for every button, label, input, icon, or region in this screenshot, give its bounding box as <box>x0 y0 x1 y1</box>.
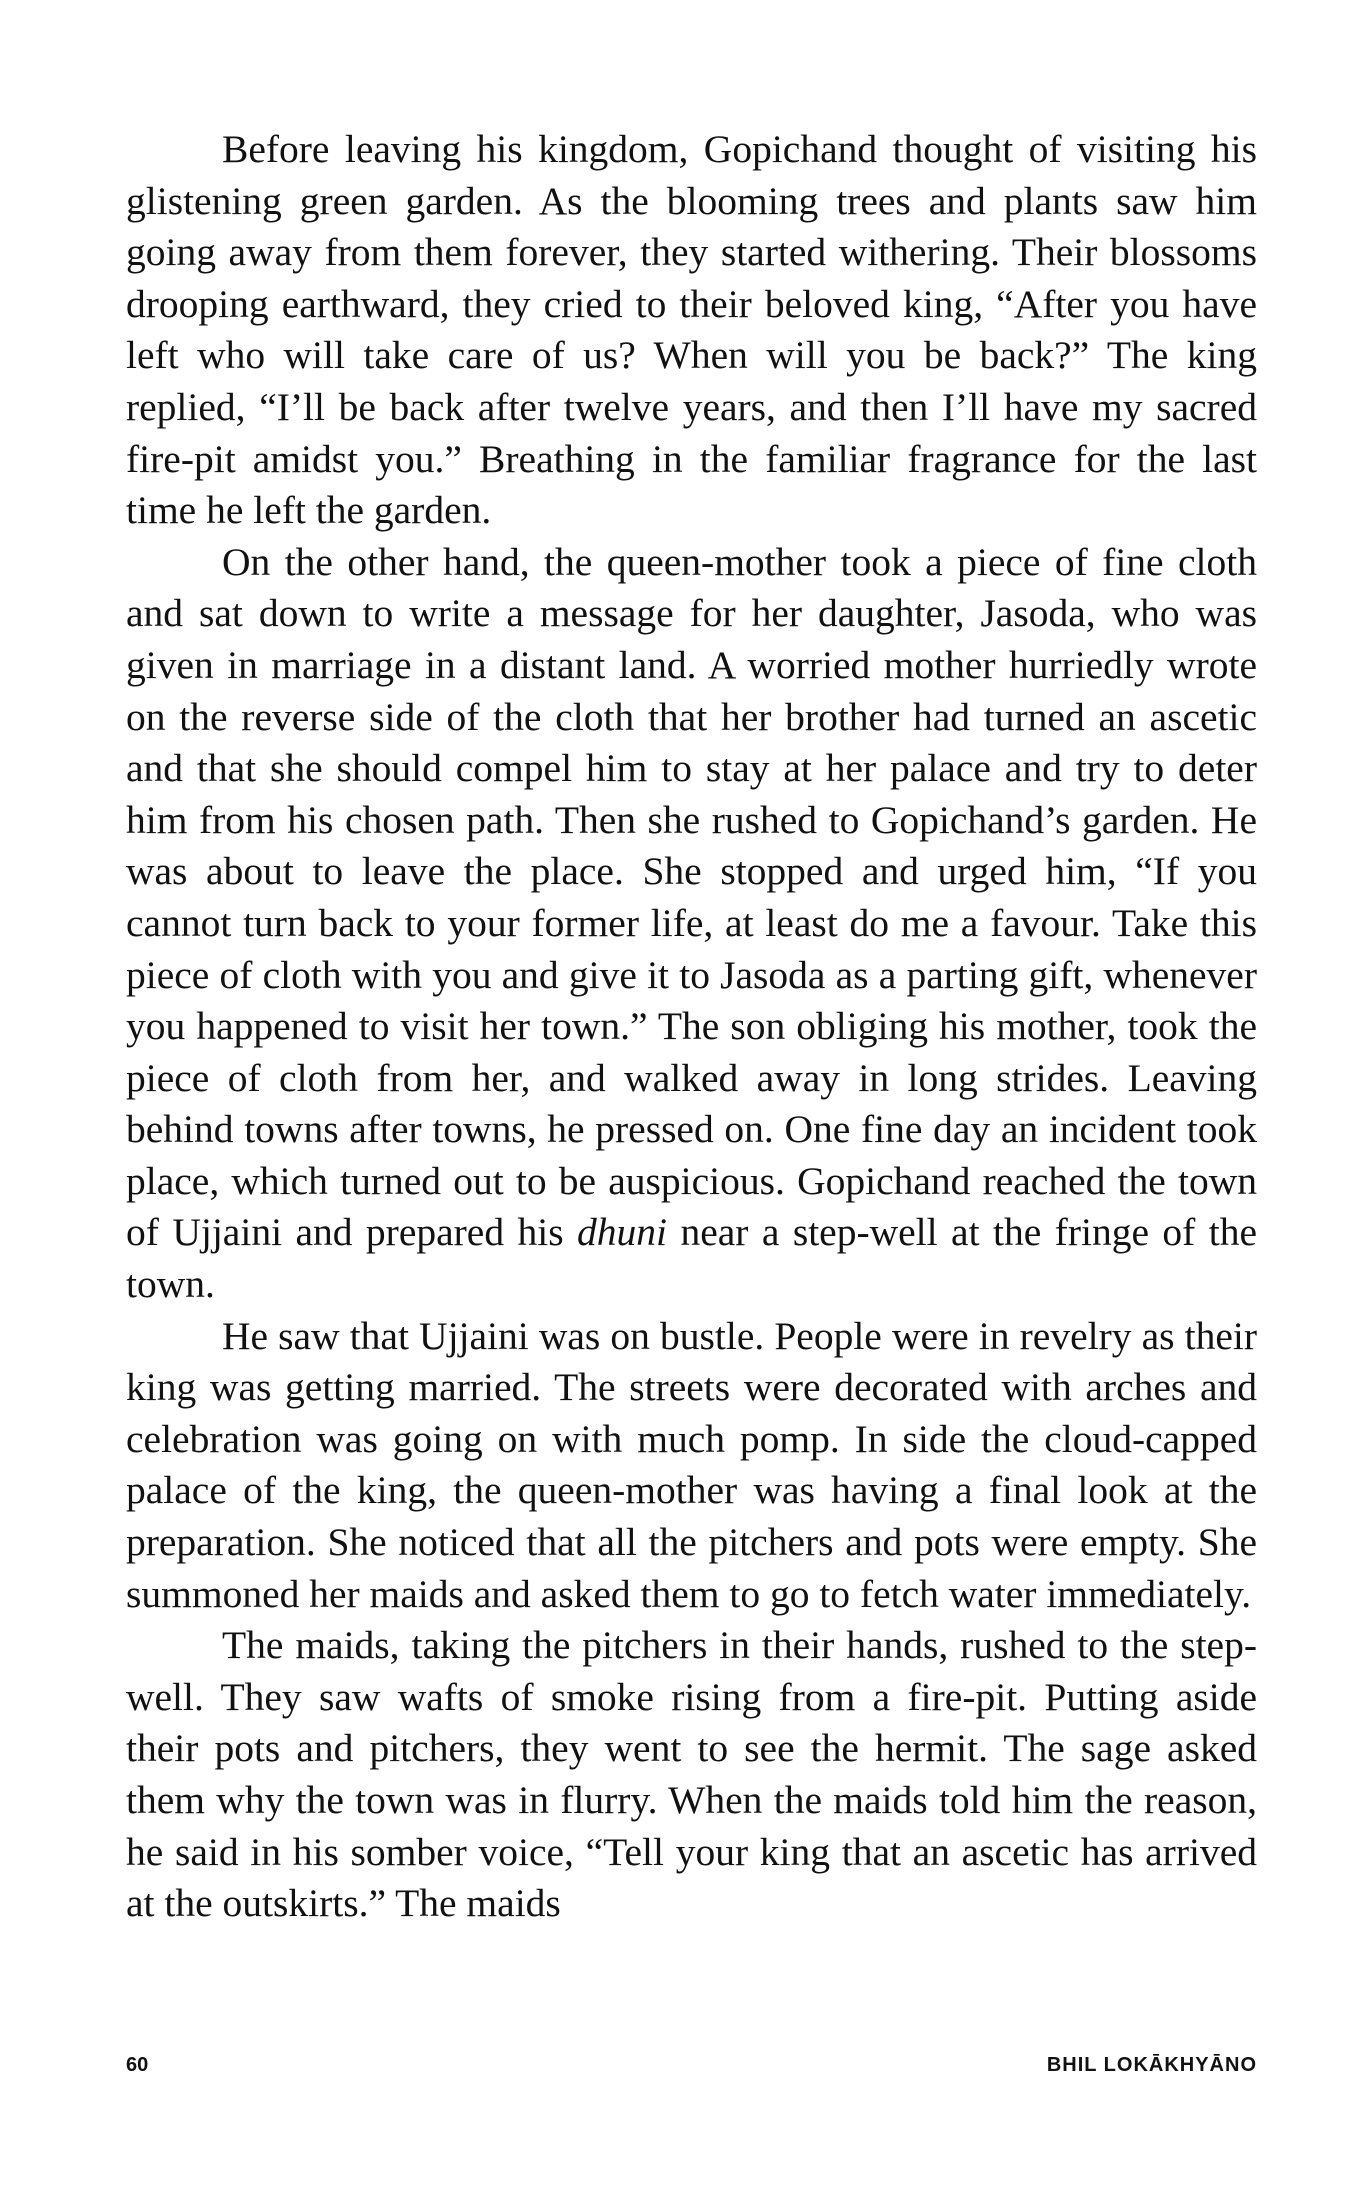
paragraph-1-text: Before leaving his kingdom, Gopichand thought of visiting his glistening green garden. As the blooming trees and plants saw him going away from them forever, they started withering. Their blossoms drooping earthward, they cried to their beloved king, “After you have left who will take care of us? When will you be back?” The king replied, “I’ll be back after twelve years, and then I’ll have my sacred fire-pit amidst you.” Breathing in the familiar fragrance for the last time he left the garden. <box>126 127 1257 533</box>
paragraph-2-text: On the other hand, the queen-mother took a piece of fine cloth and sat down to write a message for her daughter, Jasoda, who was given in marriage in a distant land. A worried mother hurriedly wrote on the reverse side of the cloth that her brother had turned an ascetic and that she should compel him to stay at her palace and try to deter him from his chosen path. Then she rushed to Gopichand’s garden. He was about to leave the place. She stopped and urged him, “If you cannot turn back to your former life, at least do me a favour. Take this piece of cloth with you and give it to Jasoda as a parting gift, whenever you happened to visit her town.” The son obliging his mother, took the piece of cloth from her, and walked away in long strides. Leaving behind towns after towns, he pressed on. One fine day an incident took place, which turned out to be auspicious. Gopichand reached the town of Ujjaini and prepared his <box>126 539 1257 1255</box>
paragraph-1 <box>126 124 1257 537</box>
running-title: BHIL LOKĀKHYĀNO <box>1046 2054 1257 2076</box>
paragraph-4-text: The maids, taking the pitchers in their hands, rushed to the step-well. They saw wafts of smoke rising from a fire-pit. Putting aside their pots and pitchers, they went to see the hermit. The sage asked them why the town was in flurry. When the maids told him the reason, he said in his somber voice, “Tell your king that an ascetic has arrived at the outskirts.” The maids <box>126 1623 1257 1926</box>
page-footer <box>126 2046 1257 2086</box>
paragraph-2-text-end: near a step-well at the fringe of the town. <box>126 1210 1257 1307</box>
paragraph-2 <box>126 537 1257 1311</box>
paragraph-3-text: He saw that Ujjaini was on bustle. People were in revelry as their king was getting married. The streets were decorated with arches and celebration was going on with much pomp. In side the cloud-capped palace of the king, the queen-mother was having a final look at the preparation. She noticed that all the pitchers and pots were empty. She summoned her maids and asked them to go to fetch water immediately. <box>126 1313 1257 1616</box>
paragraph-3 <box>126 1311 1257 1621</box>
paragraph-2-italic-term: dhuni <box>577 1210 668 1255</box>
page-number: 60 <box>126 2054 149 2076</box>
paragraph-4 <box>126 1620 1257 1930</box>
page-body <box>126 124 1257 1930</box>
